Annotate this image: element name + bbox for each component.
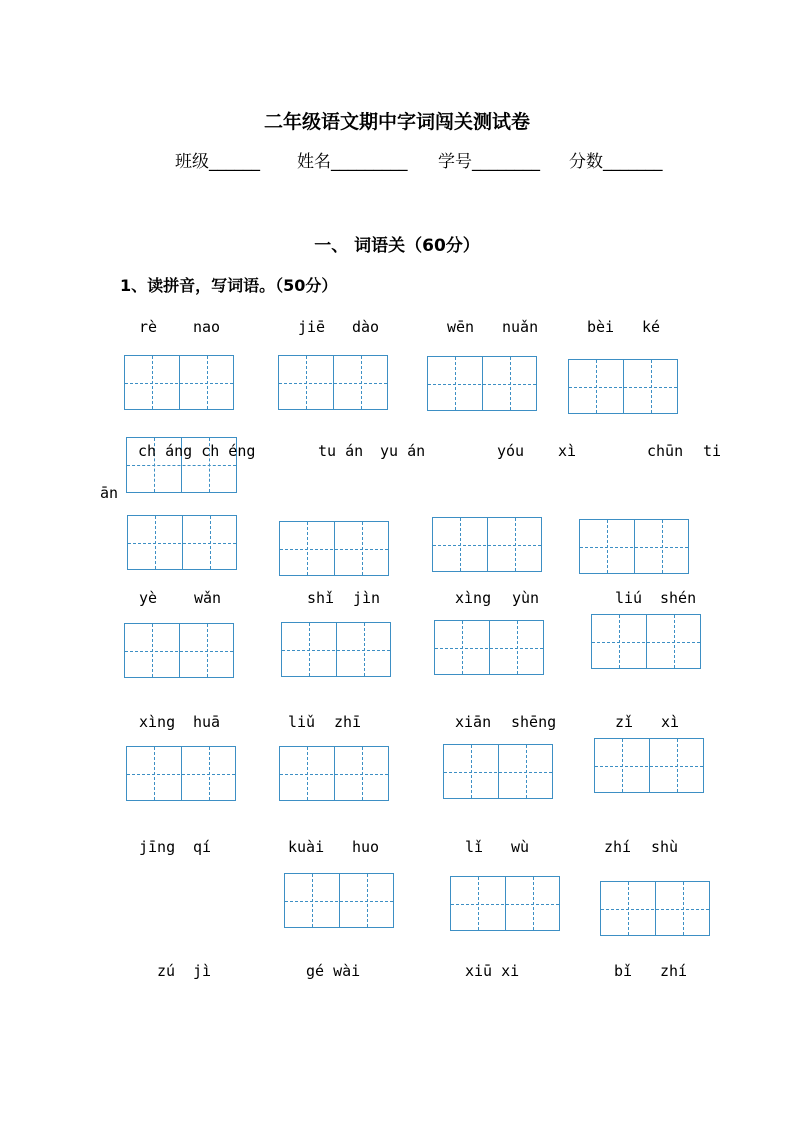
score-field[interactable]: 分数_______ — [569, 152, 663, 172]
writing-box[interactable] — [591, 614, 701, 669]
writing-box[interactable] — [279, 746, 389, 801]
pinyin-label: gé wài — [306, 962, 361, 980]
writing-box[interactable] — [600, 881, 710, 936]
question-instruction: 1、读拼音，写词语。（50分） — [120, 276, 338, 295]
pinyin-label: wǎn — [194, 589, 222, 607]
pinyin-label: xìng — [455, 589, 492, 607]
pinyin-label: tu án — [318, 442, 364, 460]
pinyin-label: nao — [193, 318, 221, 336]
writing-box[interactable] — [594, 738, 704, 793]
writing-box[interactable] — [579, 519, 689, 574]
pinyin-label: bǐ — [614, 962, 633, 980]
pinyin-label: kuài — [288, 838, 325, 856]
writing-box[interactable] — [434, 620, 544, 675]
pinyin-label: zhī — [334, 713, 362, 731]
writing-box[interactable] — [432, 517, 542, 572]
page-title: 二年级语文期中字词闯关测试卷 — [263, 111, 530, 133]
pinyin-label: zú — [157, 962, 176, 980]
pinyin-label: qí — [193, 838, 212, 856]
pinyin-label: liǔ — [288, 713, 316, 731]
class-field[interactable]: 班级______ — [175, 152, 260, 172]
writing-box[interactable] — [124, 355, 234, 410]
pinyin-label: wù — [511, 838, 530, 856]
pinyin-label: xì — [558, 442, 577, 460]
writing-box[interactable] — [279, 521, 389, 576]
pinyin-label: xìng — [139, 713, 176, 731]
pinyin-label: lǐ — [465, 838, 484, 856]
pinyin-label: nuǎn — [502, 318, 539, 336]
pinyin-label: yu án — [380, 442, 426, 460]
pinyin-label: xiān — [455, 713, 492, 731]
pinyin-label: shén — [660, 589, 697, 607]
pinyin-label: jīng — [139, 838, 176, 856]
writing-box[interactable] — [278, 355, 388, 410]
pinyin-label: wēn — [447, 318, 475, 336]
writing-box[interactable] — [443, 744, 553, 799]
writing-box[interactable] — [427, 356, 537, 411]
pinyin-label: huo — [352, 838, 380, 856]
pinyin-label: chūn — [647, 442, 684, 460]
pinyin-label: jì — [193, 962, 212, 980]
writing-box[interactable] — [281, 622, 391, 677]
pinyin-label: xiū xi — [465, 962, 520, 980]
pinyin-label: jiē — [298, 318, 326, 336]
pinyin-label: ké — [642, 318, 661, 336]
pinyin-label: bèi — [587, 318, 615, 336]
writing-box[interactable] — [126, 746, 236, 801]
pinyin-label: huā — [193, 713, 221, 731]
pinyin-label: yóu — [497, 442, 525, 460]
pinyin-label: liú — [615, 589, 643, 607]
pinyin-label: yè — [139, 589, 158, 607]
section-heading: 一、 词语关（60分） — [314, 236, 480, 256]
pinyin-label: xì — [661, 713, 680, 731]
pinyin-label: ch áng ch éng — [138, 442, 256, 460]
pinyin-label: zhí — [660, 962, 688, 980]
pinyin-label: shēng — [511, 713, 557, 731]
writing-box[interactable] — [127, 515, 237, 570]
writing-box[interactable] — [124, 623, 234, 678]
student-id-field[interactable]: 学号________ — [438, 152, 540, 172]
pinyin-label: jìn — [353, 589, 381, 607]
pinyin-label: ān — [100, 484, 119, 502]
pinyin-label: dào — [352, 318, 380, 336]
pinyin-label: shù — [651, 838, 679, 856]
pinyin-label: yùn — [512, 589, 540, 607]
writing-box[interactable] — [568, 359, 678, 414]
writing-box[interactable] — [284, 873, 394, 928]
name-field[interactable]: 姓名_________ — [297, 152, 408, 172]
pinyin-label: shǐ — [307, 589, 335, 607]
pinyin-label: ti — [703, 442, 722, 460]
pinyin-label: rè — [139, 318, 158, 336]
writing-box[interactable] — [450, 876, 560, 931]
pinyin-label: zhí — [604, 838, 632, 856]
pinyin-label: zǐ — [615, 713, 634, 731]
